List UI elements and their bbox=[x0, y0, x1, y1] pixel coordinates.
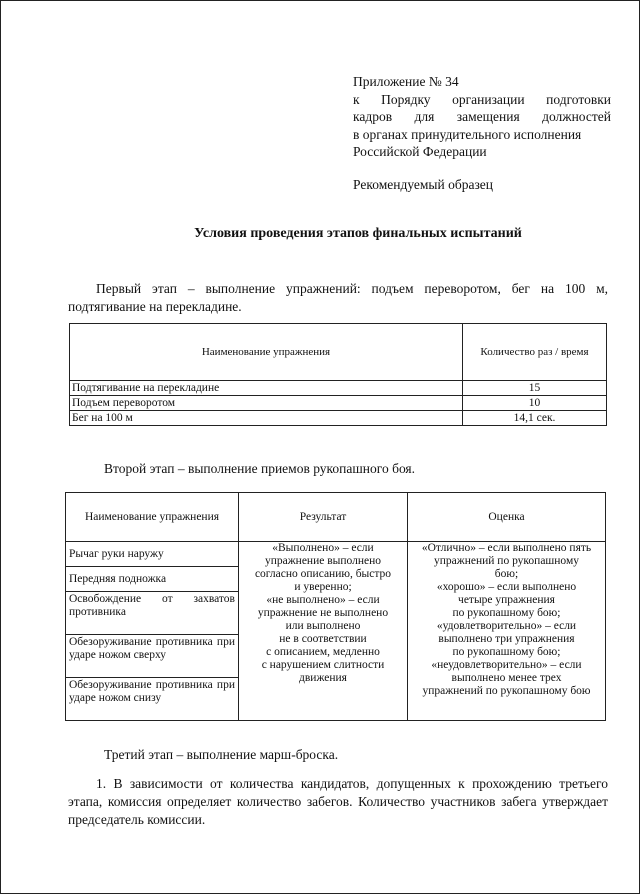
result-line: с нарушением слитности bbox=[261, 659, 385, 671]
stage1-paragraph: Первый этап – выполнение упражнений: подъем переворотом, бег на 100 м, подтягивание на перекладине. bbox=[68, 281, 608, 314]
stage3-paragraph: Третий этап – выполнение марш-броска. bbox=[104, 747, 339, 762]
appendix-header bbox=[353, 73, 611, 161]
table-header-row bbox=[66, 493, 606, 542]
result-line: согласно описанию, быстро bbox=[254, 568, 392, 580]
table-header-row bbox=[70, 324, 607, 381]
result-line: и уверенно; bbox=[294, 581, 352, 593]
document-title: Условия проведения этапов финальных испытаний bbox=[194, 226, 522, 241]
evaluation-cell bbox=[408, 542, 606, 721]
stage3-paragraph-1: 1. В зависимости от количества кандидатов, допущенных к прохождению третьего этапа, комиссия определяет количество забегов. Количество участников забега утверждает председатель комиссии. bbox=[68, 776, 608, 827]
evaluation-line: бою; bbox=[494, 568, 519, 580]
evaluation-line: «неудовлетворительно» – если bbox=[431, 659, 582, 671]
appendix-number: Приложение № 34 bbox=[353, 74, 459, 89]
result-line: упражнение не выполнено bbox=[257, 607, 389, 619]
result-line: «Выполнено» – если bbox=[272, 542, 374, 554]
evaluation-line: четыре упражнения bbox=[458, 594, 555, 606]
exercise-name: Передняя подножка bbox=[66, 567, 239, 592]
exercise-value: 15 bbox=[463, 381, 607, 396]
exercise-name: Обезоруживание противника при ударе ножом снизу bbox=[66, 678, 239, 721]
evaluation-line: по рукопашному бою; bbox=[452, 646, 561, 658]
table-header-result: Результат bbox=[239, 493, 408, 542]
exercise-name: Рычаг руки наружу bbox=[66, 542, 239, 567]
evaluation-line: «Отлично» – если выполнено пять bbox=[421, 542, 592, 554]
exercise-name: Бег на 100 м bbox=[70, 411, 463, 426]
stage2-paragraph: Второй этап – выполнение приемов рукопашного боя. bbox=[104, 461, 416, 476]
stage1-table bbox=[69, 323, 607, 426]
result-line: «не выполнено» – если bbox=[266, 594, 380, 606]
evaluation-line: по рукопашному бою; bbox=[452, 607, 561, 619]
table-row bbox=[66, 542, 606, 567]
result-line: движения bbox=[299, 672, 347, 684]
evaluation-line: выполнено менее трех bbox=[451, 672, 562, 684]
table-header-exercise: Наименование упражнения bbox=[70, 324, 463, 381]
evaluation-line: выполнено три упражнения bbox=[438, 633, 575, 645]
table-row bbox=[70, 396, 607, 411]
result-line: или выполнено bbox=[285, 620, 361, 632]
exercise-value: 10 bbox=[463, 396, 607, 411]
result-cell bbox=[239, 542, 408, 721]
table-row bbox=[70, 411, 607, 426]
table-header-count: Количество раз / время bbox=[463, 324, 607, 381]
appendix-line-4: в органах принудительного исполнения bbox=[353, 126, 582, 142]
exercise-name: Подтягивание на перекладине bbox=[70, 381, 463, 396]
sample-label: Рекомендуемый образец bbox=[353, 177, 494, 192]
appendix-line-2: к Порядку организации подготовки bbox=[353, 91, 611, 107]
stage2-table bbox=[65, 492, 606, 721]
table-header-exercise: Наименование упражнения bbox=[66, 493, 239, 542]
appendix-line-3: кадров для замещения должностей bbox=[353, 109, 611, 124]
result-line: не в соответствии bbox=[279, 633, 367, 645]
result-line: упражнение выполнено bbox=[264, 555, 382, 567]
evaluation-line: «удовлетворительно» – если bbox=[436, 620, 577, 632]
evaluation-line: упражнений по рукопашному бою bbox=[422, 685, 591, 697]
table-header-evaluation: Оценка bbox=[408, 493, 606, 542]
exercise-name: Обезоруживание противника при ударе ножом сверху bbox=[66, 635, 239, 678]
exercise-name: Освобождение от захватов противника bbox=[66, 592, 239, 635]
evaluation-line: упражнений по рукопашному bbox=[433, 555, 579, 567]
appendix-line-5: Российской Федерации bbox=[353, 144, 487, 159]
evaluation-line: «хорошо» – если выполнено bbox=[436, 581, 577, 593]
result-line: с описанием, медленно bbox=[266, 646, 380, 658]
exercise-name: Подъем переворотом bbox=[70, 396, 463, 411]
exercise-value: 14,1 сек. bbox=[463, 411, 607, 426]
table-row bbox=[70, 381, 607, 396]
